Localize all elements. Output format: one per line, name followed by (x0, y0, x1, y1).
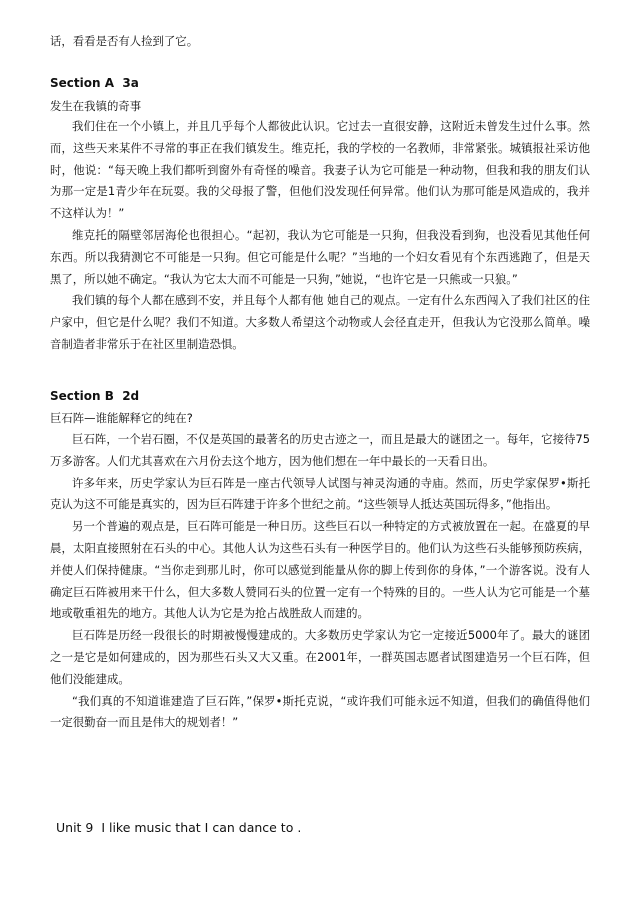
paragraph: 我们镇的每个人都在感到不安，并且每个人都有他 她自己的观点。一定有什么东西闯入了我们社区的住户家中，但它是什么呢？我们不知道。大多数人希望这个动物或人会径直走开，但我认为它没那么简单。噪音制造者非常乐于在社区里制造恐惧。 (50, 293, 590, 351)
paragraph: 维克托的隔壁邻居海伦也很担心。“起初，我认为它可能是一只狗，但我没看到狗，也没看见其他任何东西。所以我猜测它不可能是一只狗。但它可能是什么呢？”当地的一个妇女看见有个东西逃跑了，但是天黑了，所以她不确定。“我认为它太大而不可能是一只狗，”她说，“也许它是一只熊或一只狼。” (50, 227, 590, 286)
paragraph: 许多年来，历史学家认为巨石阵是一座古代领导人试图与神灵沟通的寺庙。然而，历史学家保罗•斯托克认为这不可能是真实的，因为巨石阵建于许多个世纪之前。“这些领导人抵达英国玩得多，”他指出。 (50, 475, 590, 512)
paragraph: “我们真的不知道谁建造了巨石阵，”保罗•斯托克说，“或许我们可能永远不知道，但我们的确值得他们一定很勤奋一而且是伟大的规划者！” (50, 693, 590, 730)
section-a-title: 发生在我镇的奇事 (50, 99, 142, 113)
section-b-heading: Section B 2d (50, 389, 140, 403)
paragraph: 另一个普遍的观点是，巨石阵可能是一种日历。这些巨石以一种特定的方式被放置在一起。在盛夏的早晨，太阳直接照射在石头的中心。其他人认为这些石头有一种医学目的。他们认为这些石头能够预防疾病，并使人们保持健康。“当你走到那儿时，你可以感觉到能量从你的脚上传到你的身体，”一个游客说。没有人确定巨石阵被用来干什么，但大多数人赞同石头的位置一定有一个特殊的目的。一些人认为它可能是一个墓地或敬重祖先的地方。其他人认为它是为抢占战胜敌人而建的。 (50, 519, 590, 621)
intro-text (50, 31, 590, 53)
paragraph: 巨石阵，一个岩石圈，不仅是英国的最著名的历史古迹之一，而且是最大的谜团之一。每年，它接待75万多游客。人们尤其喜欢在六月份去这个地方，因为他们想在一年中最长的一天看日出。 (50, 432, 590, 468)
section-b-title: 巨石阵—谁能解释它的纯在? (50, 411, 193, 425)
paragraph: 我们住在一个小镇上，并且几乎每个人都彼此认识。它过去一直很安静，这附近未曾发生过什么事。然而，这些天来某件不寻常的事正在我们镇发生。维克托，我的学校的一名教师，非常紧张。城镇报社采访他时，他说：“每天晚上我们都听到窗外有奇怪的噪音。我妻子认为它可能是一种动物，但我和我的朋友们认为那一定是1青少年在玩耍。我的父母报了警，但他们没发现任何异常。他们认为那可能是风造成的，我并不这样认为！” (50, 119, 590, 221)
section-a-heading: Section A 3a (50, 76, 139, 90)
page-footer: Unit 9 I like music that I can dance to . (56, 820, 302, 835)
section-b-body (50, 429, 590, 734)
section-a-body (50, 116, 590, 356)
paragraph: 巨石阵是历经一段很长的时期被慢慢建成的。大多数历史学家认为它一定接近5000年了。最大的谜团之一是它是如何建成的，因为那些石头又大又重。在2001年，一群英国志愿者试图建造另一个巨石阵，但他们没能建成。 (50, 628, 590, 686)
intro-line: 话，看看是否有人捡到了它。 (50, 34, 199, 48)
